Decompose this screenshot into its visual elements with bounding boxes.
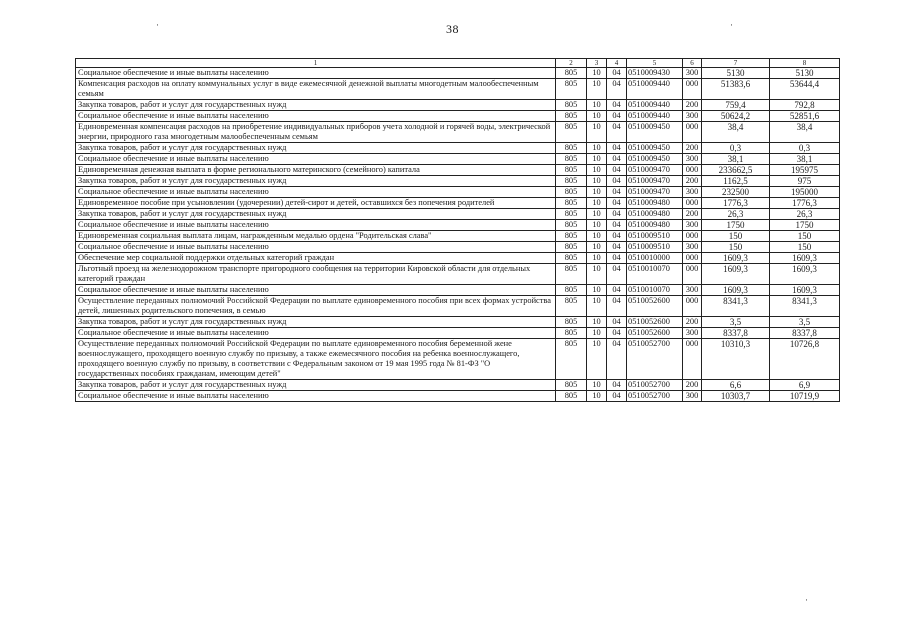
subsection-code-cell: 04 [607,111,627,122]
ministry-code-cell: 805 [556,242,587,253]
amount-year-1-cell: 1609,3 [702,253,770,264]
ministry-code-cell: 805 [556,253,587,264]
ministry-code-cell: 805 [556,209,587,220]
amount-year-2-cell: 195975 [770,165,840,176]
amount-year-1-cell: 232500 [702,187,770,198]
amount-year-2-cell: 38,4 [770,122,840,143]
target-article-cell: 0510052600 [627,296,683,317]
target-article-cell: 0510010070 [627,264,683,285]
column-header: 6 [683,59,702,68]
ministry-code-cell: 805 [556,165,587,176]
row-name-cell: Закупка товаров, работ и услуг для государственных нужд [76,380,556,391]
budget-table [75,58,840,402]
amount-year-2-cell: 38,1 [770,154,840,165]
expense-type-cell: 200 [683,380,702,391]
subsection-code-cell: 04 [607,242,627,253]
target-article-cell: 0510009480 [627,220,683,231]
amount-year-2-cell: 53644,4 [770,79,840,100]
amount-year-2-cell: 195000 [770,187,840,198]
table-row [76,242,840,253]
amount-year-1-cell: 1776,3 [702,198,770,209]
amount-year-1-cell: 1609,3 [702,264,770,285]
column-header: 1 [76,59,556,68]
amount-year-1-cell: 8337,8 [702,328,770,339]
target-article-cell: 0510009480 [627,209,683,220]
row-name-cell: Социальное обеспечение и иные выплаты населению [76,242,556,253]
target-article-cell: 0510010070 [627,285,683,296]
section-code-cell: 10 [587,198,607,209]
target-article-cell: 0510009480 [627,198,683,209]
amount-year-2-cell: 3,5 [770,317,840,328]
table-row [76,380,840,391]
subsection-code-cell: 04 [607,68,627,79]
amount-year-2-cell: 792,8 [770,100,840,111]
subsection-code-cell: 04 [607,391,627,402]
amount-year-2-cell: 1750 [770,220,840,231]
table-row [76,122,840,143]
row-name-cell: Закупка товаров, работ и услуг для государственных нужд [76,176,556,187]
expense-type-cell: 300 [683,391,702,402]
subsection-code-cell: 04 [607,143,627,154]
target-article-cell: 0510009440 [627,111,683,122]
section-code-cell: 10 [587,165,607,176]
table-row [76,165,840,176]
subsection-code-cell: 04 [607,380,627,391]
amount-year-1-cell: 0,3 [702,143,770,154]
target-article-cell: 0510009510 [627,231,683,242]
expense-type-cell: 200 [683,176,702,187]
table-row [76,285,840,296]
amount-year-1-cell: 1609,3 [702,285,770,296]
expense-type-cell: 300 [683,285,702,296]
row-name-cell: Социальное обеспечение и иные выплаты населению [76,187,556,198]
subsection-code-cell: 04 [607,253,627,264]
expense-type-cell: 000 [683,339,702,380]
section-code-cell: 10 [587,154,607,165]
subsection-code-cell: 04 [607,100,627,111]
row-name-cell: Социальное обеспечение и иные выплаты населению [76,111,556,122]
expense-type-cell: 300 [683,220,702,231]
section-code-cell: 10 [587,176,607,187]
table-row [76,79,840,100]
row-name-cell: Единовременное пособие при усыновлении (удочерении) детей-сирот и детей, оставшихся без попечения родителей [76,198,556,209]
expense-type-cell: 000 [683,198,702,209]
section-code-cell: 10 [587,209,607,220]
amount-year-2-cell: 0,3 [770,143,840,154]
subsection-code-cell: 04 [607,231,627,242]
amount-year-2-cell: 1609,3 [770,253,840,264]
expense-type-cell: 200 [683,100,702,111]
expense-type-cell: 000 [683,231,702,242]
row-name-cell: Социальное обеспечение и иные выплаты населению [76,328,556,339]
subsection-code-cell: 04 [607,165,627,176]
ministry-code-cell: 805 [556,100,587,111]
section-code-cell: 10 [587,391,607,402]
amount-year-2-cell: 150 [770,231,840,242]
section-code-cell: 10 [587,380,607,391]
ministry-code-cell: 805 [556,296,587,317]
subsection-code-cell: 04 [607,187,627,198]
expense-type-cell: 000 [683,122,702,143]
row-name-cell: Социальное обеспечение и иные выплаты населению [76,154,556,165]
expense-type-cell: 300 [683,68,702,79]
expense-type-cell: 300 [683,111,702,122]
table-row [76,176,840,187]
expense-type-cell: 200 [683,143,702,154]
amount-year-1-cell: 1162,5 [702,176,770,187]
amount-year-1-cell: 1750 [702,220,770,231]
table-row [76,339,840,380]
expense-type-cell: 000 [683,79,702,100]
ministry-code-cell: 805 [556,122,587,143]
amount-year-1-cell: 38,1 [702,154,770,165]
column-header: 3 [587,59,607,68]
target-article-cell: 0510052600 [627,328,683,339]
expense-type-cell: 000 [683,253,702,264]
row-name-cell: Закупка товаров, работ и услуг для государственных нужд [76,209,556,220]
table-row [76,154,840,165]
table-row [76,198,840,209]
amount-year-1-cell: 26,3 [702,209,770,220]
table-row [76,264,840,285]
subsection-code-cell: 04 [607,176,627,187]
scan-speck: · [156,20,159,30]
subsection-code-cell: 04 [607,296,627,317]
amount-year-1-cell: 150 [702,231,770,242]
ministry-code-cell: 805 [556,285,587,296]
expense-type-cell: 200 [683,317,702,328]
ministry-code-cell: 805 [556,176,587,187]
column-header: 2 [556,59,587,68]
amount-year-1-cell: 10303,7 [702,391,770,402]
amount-year-1-cell: 233662,5 [702,165,770,176]
target-article-cell: 0510052700 [627,339,683,380]
amount-year-2-cell: 52851,6 [770,111,840,122]
section-code-cell: 10 [587,285,607,296]
table-row [76,328,840,339]
amount-year-2-cell: 6,9 [770,380,840,391]
amount-year-2-cell: 150 [770,242,840,253]
table-row [76,317,840,328]
table-row [76,143,840,154]
ministry-code-cell: 805 [556,79,587,100]
row-name-cell: Социальное обеспечение и иные выплаты населению [76,285,556,296]
amount-year-1-cell: 8341,3 [702,296,770,317]
amount-year-1-cell: 5130 [702,68,770,79]
subsection-code-cell: 04 [607,328,627,339]
subsection-code-cell: 04 [607,122,627,143]
subsection-code-cell: 04 [607,220,627,231]
amount-year-1-cell: 38,4 [702,122,770,143]
amount-year-2-cell: 8341,3 [770,296,840,317]
section-code-cell: 10 [587,339,607,380]
ministry-code-cell: 805 [556,154,587,165]
expense-type-cell: 300 [683,328,702,339]
amount-year-2-cell: 5130 [770,68,840,79]
column-header: 5 [627,59,683,68]
ministry-code-cell: 805 [556,380,587,391]
section-code-cell: 10 [587,231,607,242]
amount-year-1-cell: 150 [702,242,770,253]
target-article-cell: 0510052700 [627,380,683,391]
section-code-cell: 10 [587,253,607,264]
row-name-cell: Единовременная социальная выплата лицам, награжденным медалью ордена "Родительская слава" [76,231,556,242]
target-article-cell: 0510009470 [627,176,683,187]
section-code-cell: 10 [587,220,607,231]
subsection-code-cell: 04 [607,209,627,220]
ministry-code-cell: 805 [556,317,587,328]
row-name-cell: Единовременная денежная выплата в форме регионального материнского (семейного) капитала [76,165,556,176]
table-row [76,111,840,122]
row-name-cell: Осуществление переданных полномочий Российской Федерации по выплате единовременного пособия при всех формах устройства детей, лишенных родительского попечения, в семью [76,296,556,317]
row-name-cell: Закупка товаров, работ и услуг для государственных нужд [76,143,556,154]
subsection-code-cell: 04 [607,317,627,328]
target-article-cell: 0510009440 [627,100,683,111]
amount-year-1-cell: 6,6 [702,380,770,391]
row-name-cell: Социальное обеспечение и иные выплаты населению [76,391,556,402]
row-name-cell: Закупка товаров, работ и услуг для государственных нужд [76,100,556,111]
target-article-cell: 0510009470 [627,165,683,176]
row-name-cell: Компенсация расходов на оплату коммунальных услуг в виде ежемесячной денежной выплаты многодетным малообеспеченным семьям [76,79,556,100]
table-row [76,220,840,231]
amount-year-2-cell: 10726,8 [770,339,840,380]
ministry-code-cell: 805 [556,391,587,402]
amount-year-2-cell: 10719,9 [770,391,840,402]
table-row [76,391,840,402]
expense-type-cell: 000 [683,165,702,176]
ministry-code-cell: 805 [556,68,587,79]
ministry-code-cell: 805 [556,264,587,285]
amount-year-2-cell: 1776,3 [770,198,840,209]
amount-year-1-cell: 50624,2 [702,111,770,122]
target-article-cell: 0510052600 [627,317,683,328]
table-row [76,253,840,264]
subsection-code-cell: 04 [607,339,627,380]
section-code-cell: 10 [587,79,607,100]
amount-year-1-cell: 51383,6 [702,79,770,100]
amount-year-2-cell: 975 [770,176,840,187]
expense-type-cell: 000 [683,264,702,285]
section-code-cell: 10 [587,143,607,154]
table-row [76,68,840,79]
row-name-cell: Осуществление переданных полномочий Российской Федерации по выплате единовременного пособия беременной жене военнослужащего, проходящего военную службу по призыву, а также ежемесячного пособия на ребенка военнослужащего, проходящего военную службу по призыву, в соответствии с Федеральным законом от 19 мая 1995 года № 81-ФЗ "О государственных пособиях гражданам, имеющим детей" [76,339,556,380]
target-article-cell: 0510009450 [627,154,683,165]
table-row [76,231,840,242]
expense-type-cell: 200 [683,209,702,220]
target-article-cell: 0510009510 [627,242,683,253]
subsection-code-cell: 04 [607,264,627,285]
amount-year-1-cell: 759,4 [702,100,770,111]
page-number: 38 [446,22,459,36]
table-row [76,187,840,198]
section-code-cell: 10 [587,122,607,143]
amount-year-2-cell: 1609,3 [770,285,840,296]
scan-speck: · [805,595,808,605]
column-header: 4 [607,59,627,68]
ministry-code-cell: 805 [556,187,587,198]
ministry-code-cell: 805 [556,328,587,339]
ministry-code-cell: 805 [556,143,587,154]
column-header: 7 [702,59,770,68]
ministry-code-cell: 805 [556,220,587,231]
row-name-cell: Льготный проезд на железнодорожном транспорте пригородного сообщения на территории Кировской области для отдельных категорий граждан [76,264,556,285]
row-name-cell: Единовременная компенсация расходов на приобретение индивидуальных приборов учета холодной и горячей воды, электрической энергии, природного газа многодетным малообеспеченным семьям [76,122,556,143]
expense-type-cell: 000 [683,296,702,317]
target-article-cell: 0510009440 [627,79,683,100]
section-code-cell: 10 [587,264,607,285]
amount-year-2-cell: 8337,8 [770,328,840,339]
expense-type-cell: 300 [683,242,702,253]
subsection-code-cell: 04 [607,154,627,165]
section-code-cell: 10 [587,68,607,79]
amount-year-1-cell: 10310,3 [702,339,770,380]
row-name-cell: Закупка товаров, работ и услуг для государственных нужд [76,317,556,328]
column-number-row [76,59,840,68]
column-header: 8 [770,59,840,68]
target-article-cell: 0510009450 [627,122,683,143]
ministry-code-cell: 805 [556,111,587,122]
amount-year-1-cell: 3,5 [702,317,770,328]
amount-year-2-cell: 1609,3 [770,264,840,285]
row-name-cell: Социальное обеспечение и иные выплаты населению [76,68,556,79]
expense-type-cell: 300 [683,154,702,165]
ministry-code-cell: 805 [556,339,587,380]
section-code-cell: 10 [587,100,607,111]
ministry-code-cell: 805 [556,231,587,242]
subsection-code-cell: 04 [607,198,627,209]
table-row [76,296,840,317]
target-article-cell: 0510009430 [627,68,683,79]
section-code-cell: 10 [587,111,607,122]
section-code-cell: 10 [587,242,607,253]
table-row [76,100,840,111]
table-body [76,68,840,402]
scan-speck: · [730,20,733,30]
row-name-cell: Социальное обеспечение и иные выплаты населению [76,220,556,231]
section-code-cell: 10 [587,187,607,198]
target-article-cell: 0510009470 [627,187,683,198]
section-code-cell: 10 [587,328,607,339]
expense-type-cell: 300 [683,187,702,198]
ministry-code-cell: 805 [556,198,587,209]
target-article-cell: 0510009450 [627,143,683,154]
amount-year-2-cell: 26,3 [770,209,840,220]
target-article-cell: 0510052700 [627,391,683,402]
budget-table-container [75,58,839,402]
row-name-cell: Обеспечение мер социальной поддержки отдельных категорий граждан [76,253,556,264]
section-code-cell: 10 [587,317,607,328]
section-code-cell: 10 [587,296,607,317]
subsection-code-cell: 04 [607,285,627,296]
target-article-cell: 0510010000 [627,253,683,264]
table-row [76,209,840,220]
subsection-code-cell: 04 [607,79,627,100]
